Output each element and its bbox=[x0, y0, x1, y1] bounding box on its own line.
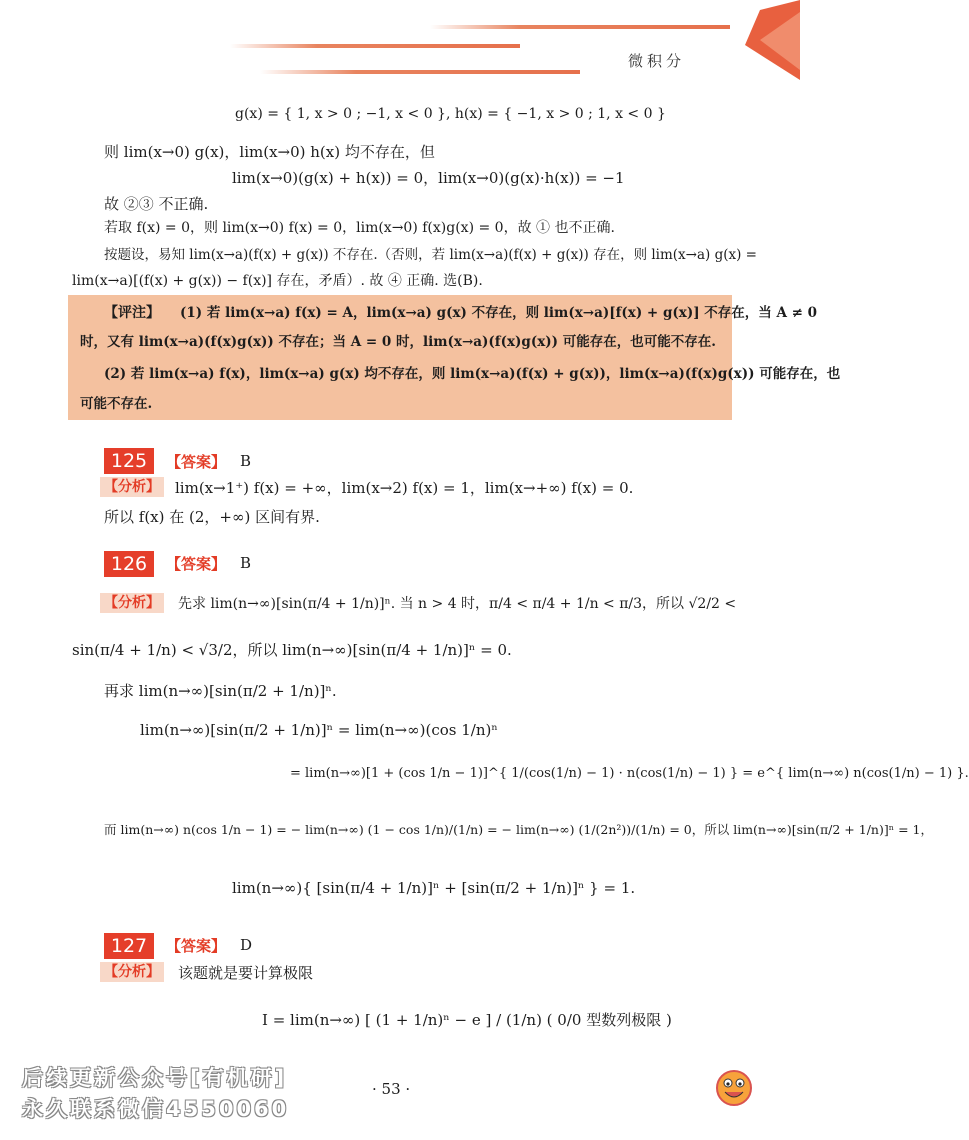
problem-126-analysis-line-6: 而 lim(n→∞) n(cos 1/n − 1) = − lim(n→∞) (1 − cos 1/n)/(1/n) = − lim(n→∞) (1/(2n²))/(1/n) = 0，所以 lim(n→∞)[sin(π/2 + 1/n)]ⁿ = 1， bbox=[104, 822, 934, 837]
text-line-limits-not-exist: 则 lim(x→0) g(x)，lim(x→0) h(x) 均不存在，但 bbox=[104, 143, 435, 161]
text-line-take-f-zero: 若取 f(x) = 0，则 lim(x→0) f(x) = 0，lim(x→0) f(x)g(x) = 0，故 ① 也不正确. bbox=[104, 220, 615, 236]
problem-126-analysis-line-1: 先求 lim(n→∞)[sin(π/4 + 1/n)]ⁿ. 当 n > 4 时，π/4 < π/4 + 1/n < π/3，所以 √2/2 < bbox=[178, 596, 737, 612]
header-stripe-top bbox=[430, 25, 730, 29]
problem-126-answer-label: 【答案】 bbox=[166, 555, 227, 573]
text-line-sum-product-limits: lim(x→0)(g(x) + h(x)) = 0，lim(x→0)(g(x)·h(x)) = −1 bbox=[232, 169, 625, 187]
header-stripe-lower bbox=[260, 70, 580, 74]
comment-line-3: (2) 若 lim(x→a) f(x)，lim(x→a) g(x) 均不存在，则 lim(x→a)(f(x) + g(x))，lim(x→a)(f(x)g(x)) 可能存在，也 bbox=[104, 366, 841, 382]
comment-label: 【评注】 bbox=[104, 305, 160, 321]
problem-125-analysis-line-1: lim(x→1⁺) f(x) = +∞，lim(x→2) f(x) = 1，lim(x→+∞) f(x) = 0. bbox=[175, 479, 634, 497]
problem-126-analysis-line-2: sin(π/4 + 1/n) < √3/2，所以 lim(n→∞)[sin(π/4 + 1/n)]ⁿ = 0. bbox=[72, 641, 512, 659]
corner-arrow-icon bbox=[725, 0, 800, 80]
problem-126-analysis-line-3: 再求 lim(n→∞)[sin(π/2 + 1/n)]ⁿ. bbox=[104, 682, 337, 700]
text-line-by-assumption: 按题设，易知 lim(x→a)(f(x) + g(x)) 不存在.（否则，若 lim(x→a)(f(x) + g(x)) 存在，则 lim(x→a) g(x) = bbox=[104, 247, 757, 263]
problem-126-analysis-line-4: lim(n→∞)[sin(π/2 + 1/n)]ⁿ = lim(n→∞)(cos 1/n)ⁿ bbox=[140, 721, 498, 739]
problem-126-answer: B bbox=[240, 554, 252, 572]
problem-125-number: 125 bbox=[104, 448, 154, 474]
problem-126-analysis-line-7: lim(n→∞){ [sin(π/4 + 1/n)]ⁿ + [sin(π/2 + 1/n)]ⁿ } = 1. bbox=[232, 879, 636, 897]
text-line-conclusion-23: 故 ②③ 不正确. bbox=[104, 195, 209, 213]
text-line-g-h-definition: g(x) = { 1, x > 0 ; −1, x < 0 }, h(x) = { −1, x > 0 ; 1, x < 0 } bbox=[235, 106, 666, 122]
problem-125-answer: B bbox=[240, 452, 252, 470]
problem-125-analysis-label: 【分析】 bbox=[100, 477, 164, 497]
comment-line-1: (1) 若 lim(x→a) f(x) = A，lim(x→a) g(x) 不存在，则 lim(x→a)[f(x) + g(x)] 不存在，当 A ≠ 0 bbox=[180, 305, 818, 321]
problem-127-number: 127 bbox=[104, 933, 154, 959]
watermark-line-1: 后续更新公众号[有机研] bbox=[22, 1066, 288, 1090]
comment-line-2: 时，又有 lim(x→a)(f(x)g(x)) 不存在；当 A = 0 时，lim(x→a)(f(x)g(x)) 可能存在，也可能不存在. bbox=[80, 334, 716, 350]
watermark-line-2: 永久联系微信4550060 bbox=[22, 1097, 290, 1121]
problem-127-analysis-line-1: 该题就是要计算极限 bbox=[178, 964, 314, 982]
problem-125-analysis-line-2: 所以 f(x) 在 (2，+∞) 区间有界. bbox=[104, 508, 320, 526]
header-stripe-upper bbox=[230, 44, 520, 48]
problem-126-number: 126 bbox=[104, 551, 154, 577]
problem-125-answer-label: 【答案】 bbox=[166, 453, 227, 471]
smiley-face-icon bbox=[714, 1068, 754, 1108]
problem-127-analysis-line-2: I = lim(n→∞) [ (1 + 1/n)ⁿ − e ] / (1/n) ( 0/0 型数列极限 ) bbox=[262, 1011, 672, 1029]
problem-126-analysis-label: 【分析】 bbox=[100, 593, 164, 613]
problem-126-analysis-line-5: = lim(n→∞)[1 + (cos 1/n − 1)]^{ 1/(cos(1/n) − 1) · n(cos(1/n) − 1) } = e^{ lim(n→∞) n(cos(1/n) − 1) }. bbox=[290, 766, 969, 781]
problem-127-analysis-label: 【分析】 bbox=[100, 962, 164, 982]
problem-127-answer-label: 【答案】 bbox=[166, 937, 227, 955]
problem-127-answer: D bbox=[240, 936, 253, 954]
comment-line-4: 可能不存在. bbox=[80, 396, 153, 412]
text-line-contradiction: lim(x→a)[(f(x) + g(x)) − f(x)] 存在，矛盾）. 故 ④ 正确. 选(B). bbox=[72, 273, 483, 289]
page-number: · 53 · bbox=[372, 1080, 411, 1098]
section-title: 微积分 bbox=[627, 52, 685, 70]
